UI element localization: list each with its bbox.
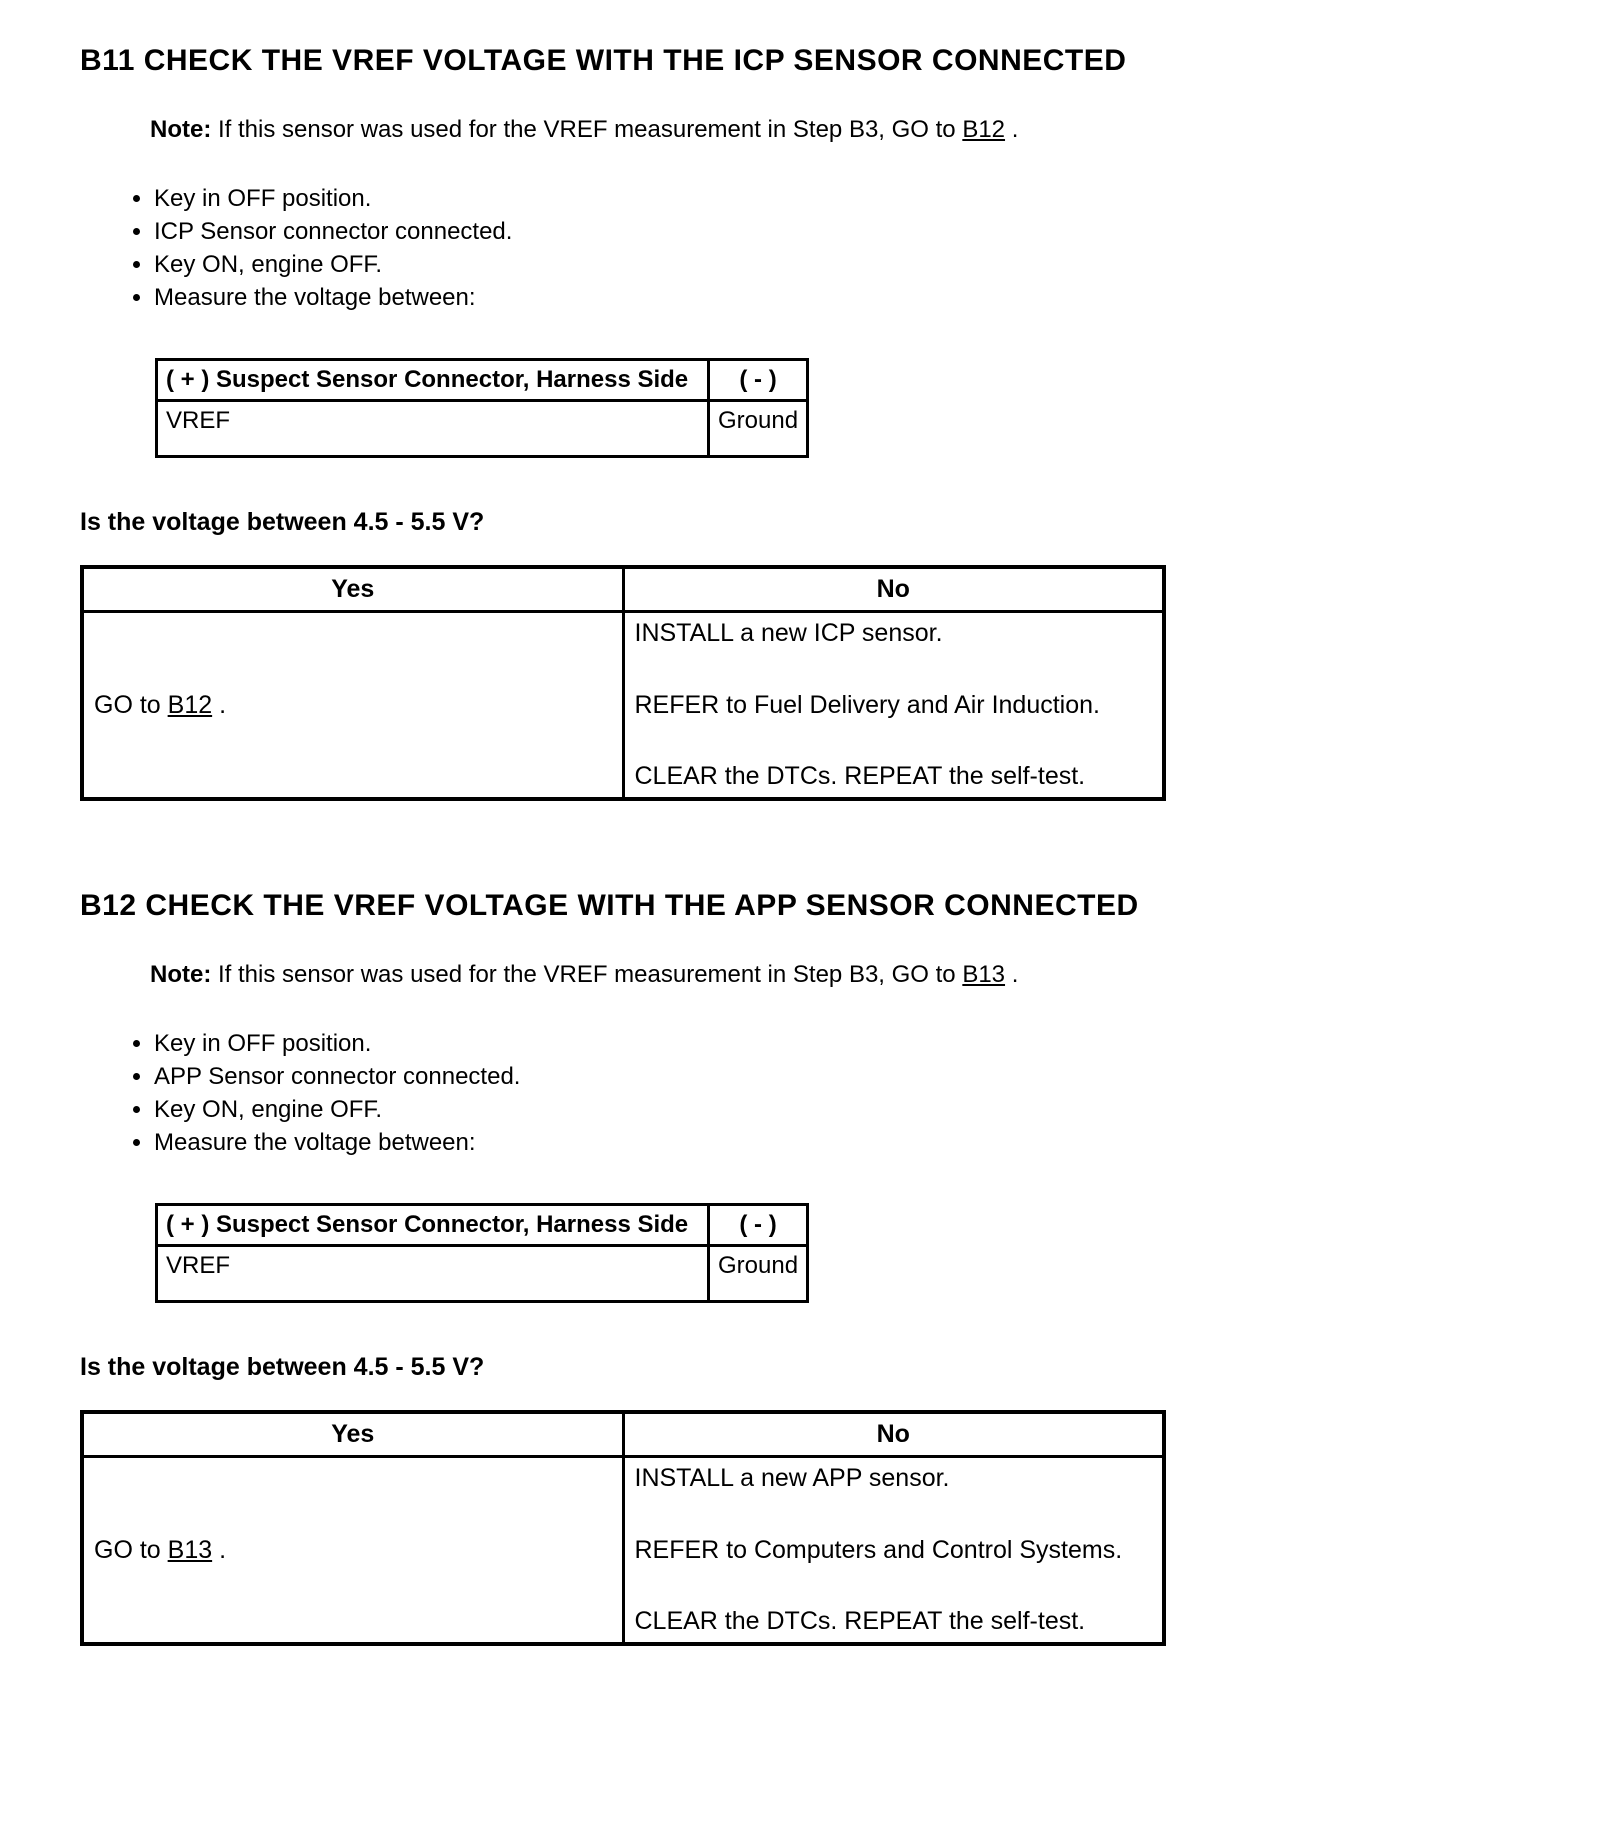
measure-header-minus: ( - ) bbox=[709, 360, 808, 401]
no-header: No bbox=[623, 567, 1164, 612]
table-row bbox=[82, 1412, 1164, 1457]
yes-suffix: . bbox=[212, 690, 227, 719]
table-row bbox=[82, 1457, 1164, 1645]
no-action-line: CLEAR the DTCs. REPEAT the self-test. bbox=[634, 762, 1086, 790]
measure-header-plus: ( + ) Suspect Sensor Connector, Harness Side bbox=[157, 360, 709, 401]
bullet-item: • Key in OFF position. bbox=[154, 182, 1600, 215]
note-label: Note: bbox=[150, 116, 212, 143]
yes-header: Yes bbox=[82, 567, 623, 612]
question-text: Is the voltage between 4.5 - 5.5 V? bbox=[80, 508, 485, 536]
note-suffix: . bbox=[1005, 961, 1019, 988]
table-row bbox=[157, 401, 808, 457]
bullet-item: • ICP Sensor connector connected. bbox=[154, 215, 1600, 248]
link-step[interactable]: B13 bbox=[167, 1535, 213, 1564]
note bbox=[150, 961, 1600, 989]
bullet-list bbox=[128, 1027, 1600, 1159]
link-step[interactable]: B12 bbox=[167, 690, 213, 719]
no-cell bbox=[623, 612, 1164, 800]
no-action-line: INSTALL a new APP sensor. bbox=[634, 1464, 950, 1492]
question-text: Is the voltage between 4.5 - 5.5 V? bbox=[80, 1353, 485, 1381]
yes-action bbox=[94, 1536, 226, 1564]
no-cell bbox=[623, 1457, 1164, 1645]
measure-value-plus: VREF bbox=[157, 1246, 709, 1302]
bullet-item: • Measure the voltage between: bbox=[154, 281, 1600, 314]
measurement-table bbox=[155, 358, 809, 458]
section-b11 bbox=[0, 44, 1600, 801]
bullet-list bbox=[128, 182, 1600, 314]
note-text: If this sensor was used for the VREF measurement in Step B3, GO to bbox=[211, 961, 963, 988]
bullet-item: • APP Sensor connector connected. bbox=[154, 1060, 1600, 1093]
link-step[interactable]: B12 bbox=[962, 116, 1006, 143]
no-action-line: INSTALL a new ICP sensor. bbox=[634, 619, 943, 647]
no-actions bbox=[635, 1464, 1153, 1636]
yes-cell bbox=[82, 612, 623, 800]
note-label: Note: bbox=[150, 961, 212, 988]
yes-prefix: GO to bbox=[94, 1535, 168, 1564]
table-row bbox=[157, 1246, 808, 1302]
note-text: If this sensor was used for the VREF measurement in Step B3, GO to bbox=[211, 116, 963, 143]
yes-action bbox=[94, 691, 226, 719]
decision-table bbox=[80, 565, 1166, 801]
bullet-item: • Key ON, engine OFF. bbox=[154, 248, 1600, 281]
measure-header-plus: ( + ) Suspect Sensor Connector, Harness Side bbox=[157, 1205, 709, 1246]
table-row bbox=[157, 360, 808, 401]
no-actions bbox=[635, 619, 1153, 791]
yes-header: Yes bbox=[82, 1412, 623, 1457]
section-heading: B12 CHECK THE VREF VOLTAGE WITH THE APP SENSOR CONNECTED bbox=[80, 889, 1139, 922]
table-row bbox=[82, 567, 1164, 612]
link-step[interactable]: B13 bbox=[962, 961, 1006, 988]
note-suffix: . bbox=[1005, 116, 1019, 143]
note bbox=[150, 116, 1600, 144]
measure-header-minus: ( - ) bbox=[709, 1205, 808, 1246]
no-action-line: CLEAR the DTCs. REPEAT the self-test. bbox=[634, 1607, 1086, 1635]
no-action-line: REFER to Fuel Delivery and Air Induction. bbox=[634, 690, 1100, 719]
no-header: No bbox=[623, 1412, 1164, 1457]
bullet-item: • Key ON, engine OFF. bbox=[154, 1093, 1600, 1126]
measure-value-minus: Ground bbox=[709, 1246, 808, 1302]
section-b12 bbox=[0, 889, 1600, 1646]
measure-value-minus: Ground bbox=[709, 401, 808, 457]
yes-cell bbox=[82, 1457, 623, 1645]
yes-prefix: GO to bbox=[94, 690, 168, 719]
no-action-line: REFER to Computers and Control Systems. bbox=[634, 1535, 1123, 1564]
measure-value-plus: VREF bbox=[157, 401, 709, 457]
yes-suffix: . bbox=[212, 1535, 227, 1564]
section-heading: B11 CHECK THE VREF VOLTAGE WITH THE ICP SENSOR CONNECTED bbox=[80, 44, 1127, 77]
decision-table bbox=[80, 1410, 1166, 1646]
bullet-item: • Key in OFF position. bbox=[154, 1027, 1600, 1060]
bullet-item: • Measure the voltage between: bbox=[154, 1126, 1600, 1159]
table-row bbox=[82, 612, 1164, 800]
table-row bbox=[157, 1205, 808, 1246]
measurement-table bbox=[155, 1203, 809, 1303]
